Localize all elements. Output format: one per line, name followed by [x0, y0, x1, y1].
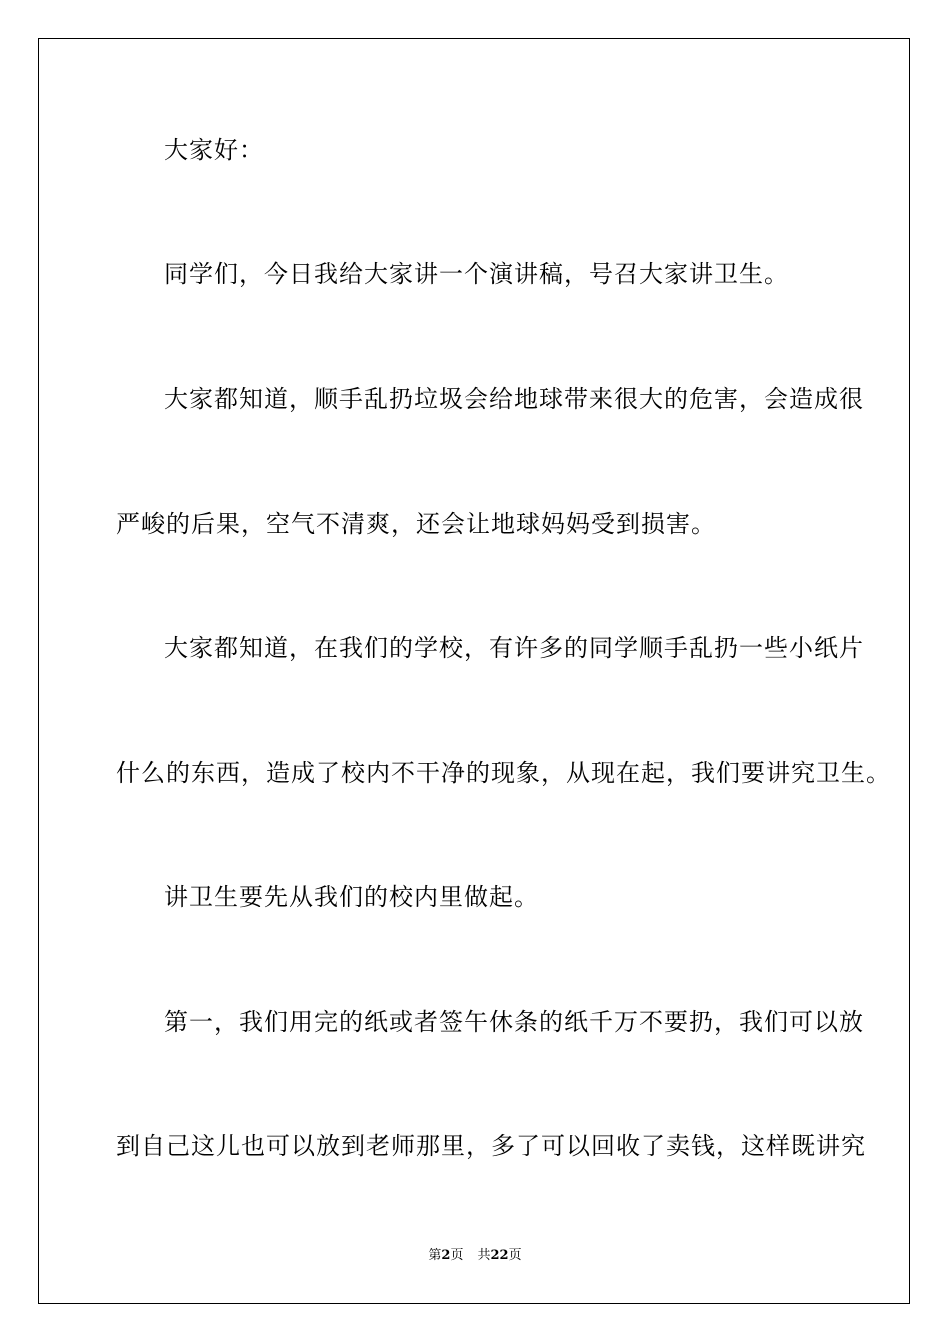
paragraph-line: 什么的东西，造成了校内不干净的现象，从现在起，我们要讲究卫生。: [116, 759, 891, 787]
total-suffix: 页: [508, 1248, 522, 1263]
page-number: 2: [441, 1248, 451, 1263]
page-frame: [38, 38, 910, 1304]
paragraph-line: 讲卫生要先从我们的校内里做起。: [164, 883, 539, 911]
paragraph-line: 大家都知道，顺手乱扔垃圾会给地球带来很大的危害，会造成很: [164, 385, 864, 413]
page-suffix: 页: [450, 1248, 464, 1263]
paragraph-line: 同学们，今日我给大家讲一个演讲稿，号召大家讲卫生。: [164, 260, 789, 288]
paragraph-line: 第一，我们用完的纸或者签午休条的纸千万不要扔，我们可以放: [164, 1008, 864, 1036]
paragraph-line: 严峻的后果，空气不清爽，还会让地球妈妈受到损害。: [116, 510, 716, 538]
total-prefix: 共: [477, 1248, 491, 1263]
total-pages: 22: [490, 1248, 509, 1263]
paragraph-line: 到自己这儿也可以放到老师那里，多了可以回收了卖钱，这样既讲究: [116, 1132, 866, 1160]
page-footer: [0, 1248, 950, 1264]
page-prefix: 第: [428, 1248, 442, 1263]
greeting-line: 大家好：: [164, 136, 264, 164]
paragraph-line: 大家都知道，在我们的学校，有许多的同学顺手乱扔一些小纸片: [164, 634, 864, 662]
